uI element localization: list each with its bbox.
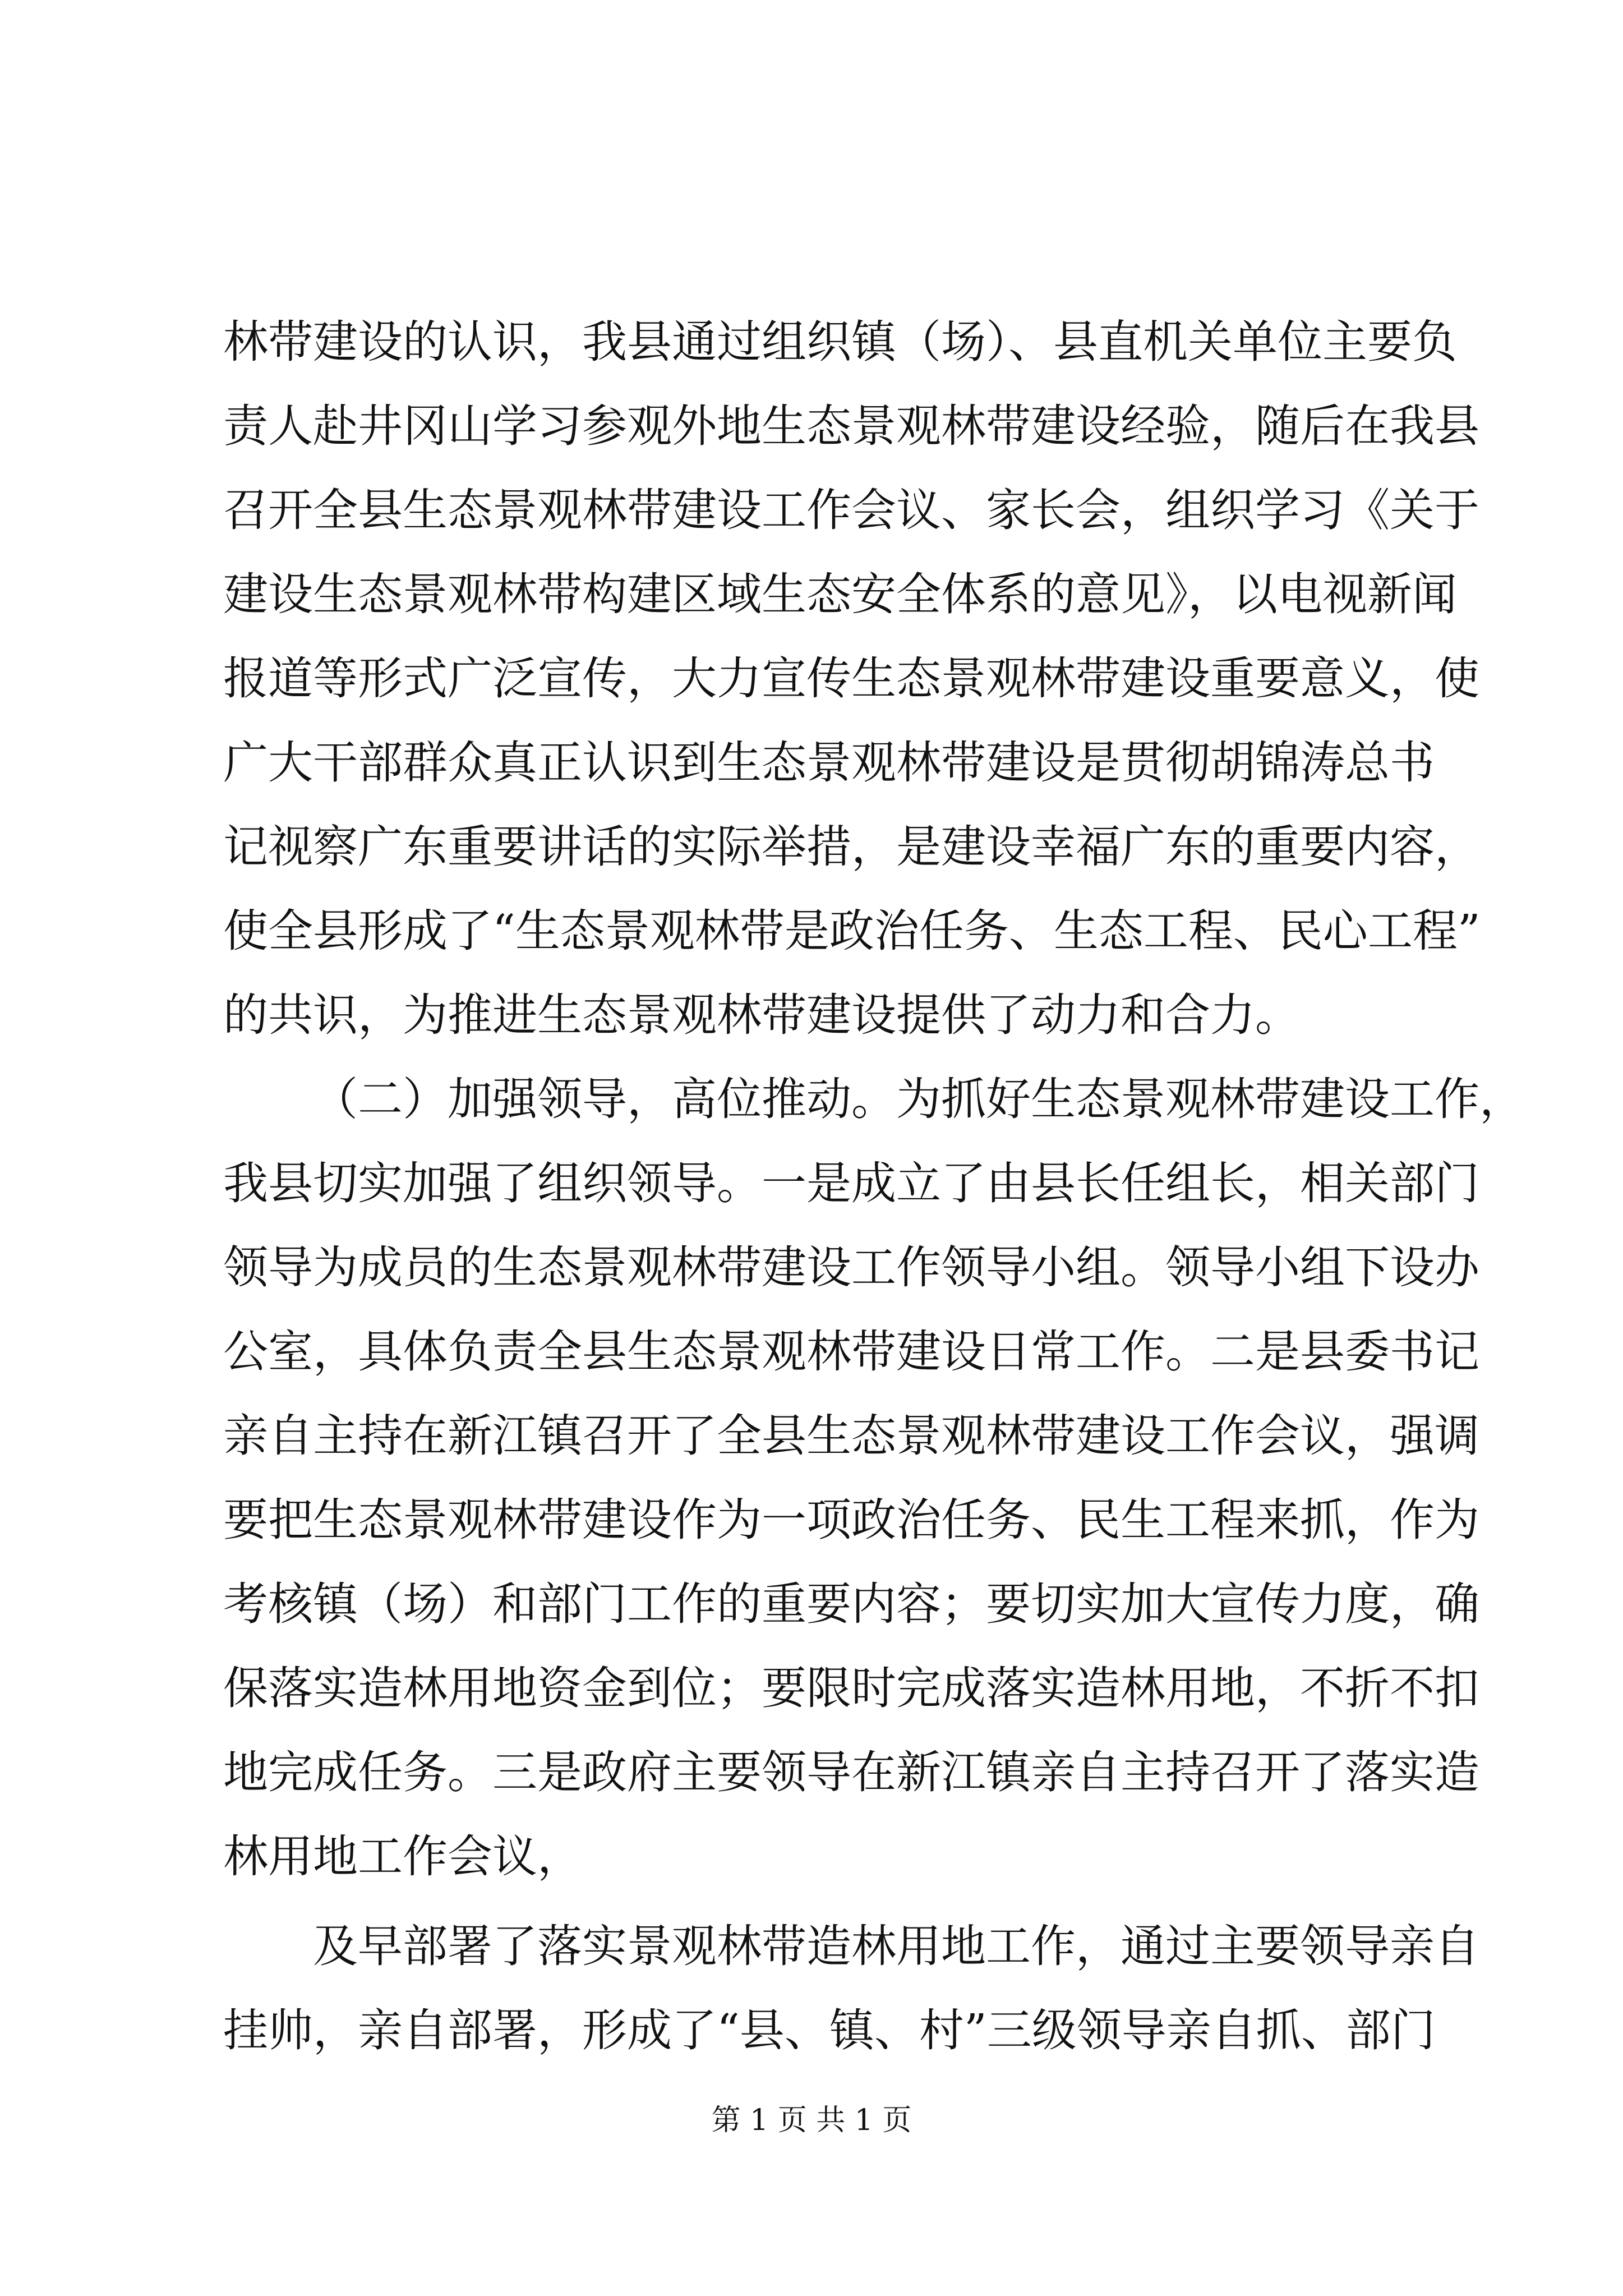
- body-line: 挂帅，亲自部署，形成了“县、镇、村”三级领导亲自抓、部门: [223, 2004, 1436, 2056]
- body-line: 林带建设的认识，我县通过组织镇（场）、县直机关单位主要负: [223, 316, 1457, 368]
- body-line: 广大干部群众真正认识到生态景观林带建设是贯彻胡锦涛总书: [223, 737, 1435, 789]
- page-footer: 第 1 页 共 1 页: [711, 2104, 912, 2137]
- body-line: 建设生态景观林带构建区域生态安全体系的意见》，以电视新闻: [223, 568, 1457, 620]
- body-line: 召开全县生态景观林带建设工作会议、家长会，组织学习《关于: [223, 484, 1479, 536]
- body-line: 责人赴井冈山学习参观外地生态景观林带建设经验，随后在我县: [223, 400, 1479, 452]
- paragraph-first-line: 及早部署了落实景观林带造林用地工作，通过主要领导亲自: [313, 1920, 1479, 1972]
- body-line: 记视察广东重要讲话的实际举措，是建设幸福广东的重要内容，: [223, 821, 1479, 873]
- body-line: 保落实造林用地资金到位；要限时完成落实造林用地，不折不扣: [223, 1662, 1479, 1714]
- body-line: 我县切实加强了组织领导。一是成立了由县长任组长，相关部门: [223, 1157, 1479, 1209]
- body-line: 报道等形式广泛宣传，大力宣传生态景观林带建设重要意义，使: [223, 652, 1479, 705]
- body-line: 地完成任务。三是政府主要领导在新江镇亲自主持召开了落实造: [223, 1746, 1479, 1798]
- body-line: 公室，具体负责全县生态景观林带建设日常工作。二是县委书记: [223, 1326, 1479, 1378]
- body-line: 考核镇（场）和部门工作的重要内容；要切实加大宣传力度，确: [223, 1578, 1479, 1630]
- body-line: 使全县形成了“生态景观林带是政治任务、生态工程、民心工程”: [223, 905, 1481, 957]
- body-line: 领导为成员的生态景观林带建设工作领导小组。领导小组下设办: [223, 1241, 1479, 1294]
- body-line: 的共识，为推进生态景观林带建设提供了动力和合力。: [223, 989, 1300, 1041]
- body-line: 林用地工作会议，: [223, 1830, 582, 1883]
- paragraph-heading-line: （二）加强领导，高位推动。为抓好生态景观林带建设工作，: [313, 1073, 1524, 1125]
- body-line: 亲自主持在新江镇召开了全县生态景观林带建设工作会议，强调: [223, 1410, 1479, 1462]
- body-line: 要把生态景观林带建设作为一项政治任务、民生工程来抓，作为: [223, 1494, 1479, 1546]
